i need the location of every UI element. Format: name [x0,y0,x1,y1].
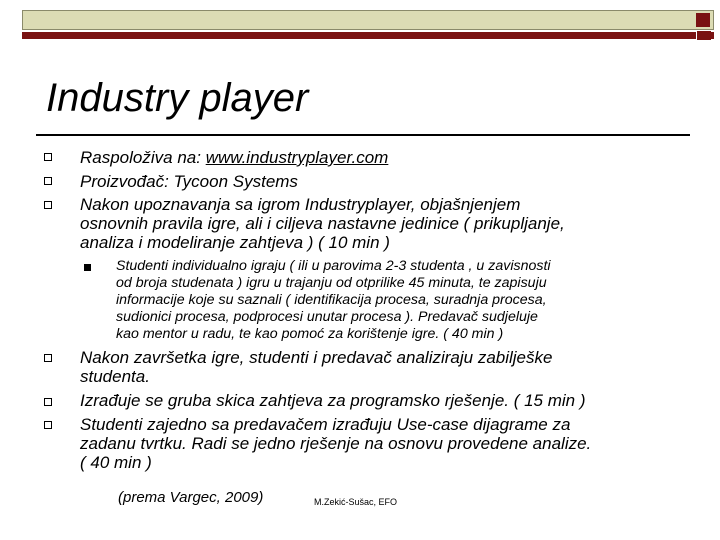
sub-bullet-line: Studenti individualno igraju ( ili u parovima 2-3 studenta , u zavisnosti [116,258,551,274]
slide-title: Industry player [46,76,309,120]
hollow-square-bullet-icon [44,354,52,362]
footer-author: M.Zekić-Sušac, EFO [314,497,398,507]
hollow-square-bullet-icon [44,421,52,429]
bullet-usecase-line: zadanu tvrtku. Radi se jedno rješenje na osnovu provedene analize. [80,434,592,453]
bullet-analysis-line: Nakon završetka igre, studenti i predavač analiziraju zabilješke [80,348,553,367]
bullet-usecase-line: Studenti zajedno sa predavačem izrađuju Use-case dijagrame za [80,415,571,434]
sub-bullet-line: informacije koje su saznali ( identifikacija procesa, suradnja procesa, [116,292,547,308]
availability-label: Raspoloživa na: [80,148,206,167]
slide-top-decoration-bar [22,10,714,30]
bullet-requirements-sketch: Izrađuje se gruba skica zahtjeva za programsko rješenje. ( 15 min ) [80,391,586,410]
bullet-producer: Proizvođač: Tycoon Systems [80,172,298,191]
sub-bullet-line: od broja studenata ) igru u trajanju od otprilike 45 minuta, te zapisuju [116,275,547,291]
bullet-analysis-line: studenta. [80,367,150,386]
slide-accent-line [22,32,714,39]
hollow-square-bullet-icon [44,398,52,406]
hollow-square-bullet-icon [44,177,52,185]
footer-citation: (prema Vargec, 2009) [118,489,264,506]
bullet-intro-line: analiza i modeliranje zahtjeva ) ( 10 min ) [80,233,390,252]
corner-block [696,13,710,27]
sub-bullet-line: sudionici procesa, podprocesi unutar procesa ). Predavač sudjeluje [116,309,538,325]
bullet-intro-line: Nakon upoznavanja sa igrom Industryplayer, objašnjenjem [80,195,521,214]
title-underline-rule [36,134,690,136]
sub-bullet-line: kao mentor u radu, te kao pomoć za korištenje igre. ( 40 min ) [116,326,504,342]
hollow-square-bullet-icon [44,153,52,161]
corner-block-lower [696,31,711,40]
bullet-intro-line: osnovnih pravila igre, ali i ciljeva nastavne jedinice ( prikupljanje, [80,214,565,233]
bullet-availability [80,148,388,167]
industryplayer-link[interactable]: www.industryplayer.com [205,148,389,167]
bullet-usecase-line: ( 40 min ) [80,453,152,472]
hollow-square-bullet-icon [44,201,52,209]
filled-square-bullet-icon [84,264,91,271]
